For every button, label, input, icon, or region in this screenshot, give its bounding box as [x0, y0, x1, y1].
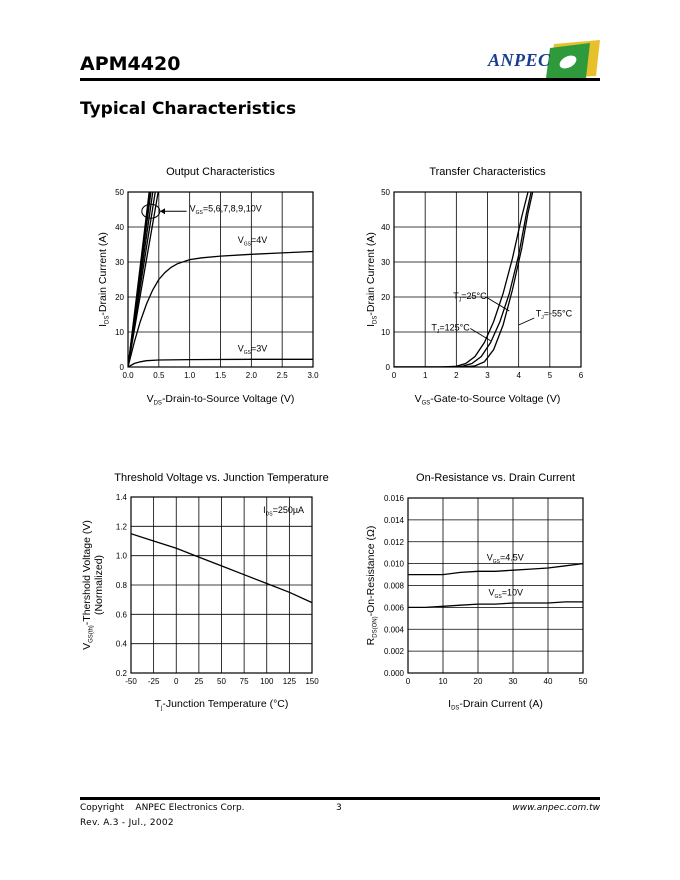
x-tick-label: 6 — [578, 371, 584, 380]
y-axis-label: $I_{DS}$-Drain Current (A) — [365, 232, 379, 327]
x-tick-label: 0 — [391, 371, 397, 380]
y-tick-label: 0.4 — [115, 639, 127, 649]
x-tick-label: 10 — [438, 677, 448, 686]
annotation-label: $V_{GS}=10V$ — [488, 587, 524, 600]
annotation-leader-line — [519, 318, 535, 325]
x-axis-label: $V_{DS}-Drain-to$-Source Voltage (V) — [146, 393, 295, 407]
x-axis-label: $T_j$-Junction Temperature (°C) — [154, 698, 289, 712]
y-tick-label: 40 — [115, 223, 124, 232]
y-axis-label-line2: (Normalized) — [93, 554, 105, 616]
y-tick-label: 0.002 — [383, 647, 404, 657]
y-axis-label: $I_{DS}$-Drain Current (A) — [97, 232, 111, 327]
annotation-label: $I_{DS}=250\mu A$ — [263, 505, 305, 518]
y-tick-label: 20 — [115, 293, 124, 302]
chart-4 — [365, 472, 588, 712]
y-tick-label: 0 — [119, 363, 124, 372]
y-tick-label: 0.012 — [383, 537, 404, 547]
y-tick-label: 10 — [381, 328, 390, 337]
annotation-label: $T_J=-55^\circ C$ — [535, 308, 573, 321]
part-number: APM4420 — [80, 53, 181, 75]
x-tick-label: 3 — [485, 371, 490, 380]
annotation-label: $T_J=125^\circ C$ — [431, 322, 470, 335]
x-tick-label: 50 — [217, 677, 226, 686]
y-tick-label: 0.010 — [383, 559, 404, 569]
y-tick-label: 10 — [115, 328, 124, 337]
chart-title: On-Resistance vs. Drain Current — [416, 472, 575, 484]
x-tick-label: 100 — [260, 677, 274, 686]
chart-title: Transfer Characteristics — [429, 166, 546, 178]
y-tick-label: 0.2 — [115, 669, 127, 678]
x-tick-label: 40 — [543, 677, 553, 686]
x-tick-label: 2.5 — [276, 371, 288, 380]
x-tick-label: 30 — [508, 677, 518, 686]
annotation-label: $V_{GS}=4.5V$ — [486, 552, 524, 565]
y-tick-label: 50 — [115, 188, 124, 197]
chart-title: Threshold Voltage vs. Junction Temperature — [114, 472, 329, 484]
annotation-label: $V_{GS}=3V$ — [237, 343, 268, 356]
x-tick-label: 50 — [578, 677, 588, 686]
website-text: www.anpec.com.tw — [512, 803, 600, 813]
x-tick-label: 0 — [174, 677, 179, 686]
x-tick-label: 0 — [405, 677, 411, 686]
revision-text: Rev. A.3 - Jul., 2002 — [80, 818, 174, 828]
series-line — [394, 192, 531, 367]
y-tick-label: 30 — [381, 258, 390, 267]
x-tick-label: 125 — [282, 677, 297, 686]
y-tick-label: 40 — [381, 223, 390, 232]
y-tick-label: 0.000 — [383, 669, 404, 678]
y-tick-label: 0.008 — [383, 581, 404, 591]
y-tick-label: 0.006 — [383, 603, 404, 613]
section-title: Typical Characteristics — [80, 99, 297, 119]
x-tick-label: 0.0 — [122, 371, 134, 380]
copyright-text: Copyright ANPEC Electronics Corp. — [80, 803, 245, 813]
y-tick-label: 1.4 — [115, 493, 127, 502]
chart-2 — [365, 166, 584, 407]
series-line — [408, 602, 583, 608]
x-axis-label: $V_{GS}-Gate-to$-Source Voltage (V) — [414, 393, 561, 407]
series-line — [394, 192, 533, 367]
annotation-arrowhead — [160, 208, 165, 214]
x-tick-label: 1.0 — [184, 371, 196, 380]
y-tick-label: 0 — [385, 363, 390, 372]
annotation-label: $V_{GS}=5,6,7,8,9,10V$ — [189, 203, 262, 216]
y-tick-label: 50 — [381, 188, 390, 197]
page-number: 3 — [336, 803, 342, 813]
x-tick-label: 2 — [454, 371, 459, 380]
x-axis-label: $I_{DS}$-Drain Current (A) — [448, 698, 543, 712]
footer-rule — [80, 797, 600, 800]
x-tick-label: 25 — [194, 677, 204, 686]
x-tick-label: -50 — [125, 677, 137, 686]
x-tick-label: 20 — [473, 677, 483, 686]
x-tick-label: 1 — [422, 371, 428, 380]
y-tick-label: 0.016 — [383, 494, 404, 503]
annotation-label: $V_{GS}=4V$ — [237, 234, 268, 248]
series-line — [394, 192, 528, 367]
x-tick-label: 150 — [305, 677, 319, 686]
series-line — [408, 564, 583, 575]
y-tick-label: 0.8 — [115, 581, 127, 590]
x-tick-label: 5 — [547, 371, 553, 380]
y-tick-label: 0.004 — [383, 625, 404, 635]
y-tick-label: 20 — [381, 293, 390, 302]
x-tick-label: 2.0 — [245, 371, 257, 380]
logo-text: ANPEC — [488, 50, 551, 70]
y-tick-label: 0.6 — [115, 610, 127, 620]
chart-3 — [81, 472, 329, 712]
x-tick-label: 0.5 — [153, 371, 165, 380]
y-tick-label: 1.0 — [115, 551, 127, 561]
chart-1 — [97, 166, 319, 407]
x-tick-label: 75 — [239, 677, 249, 686]
y-axis-label: $R_{DS(ON)}-On$-Resistance (Ω) — [365, 525, 379, 646]
x-tick-label: 3.0 — [307, 371, 319, 380]
annotation-label: $T_J=25^\circ C$ — [453, 290, 487, 304]
y-tick-label: 0.014 — [383, 515, 404, 525]
x-tick-label: 4 — [516, 371, 521, 380]
x-tick-label: 1.5 — [214, 371, 227, 380]
y-axis-label: $V_{GS(th)}$-Thershold Voltage (V) — [81, 520, 95, 650]
chart-title: Output Characteristics — [166, 166, 275, 178]
y-tick-label: 1.2 — [115, 522, 127, 532]
x-tick-label: -25 — [147, 677, 160, 686]
y-tick-label: 30 — [115, 258, 124, 267]
